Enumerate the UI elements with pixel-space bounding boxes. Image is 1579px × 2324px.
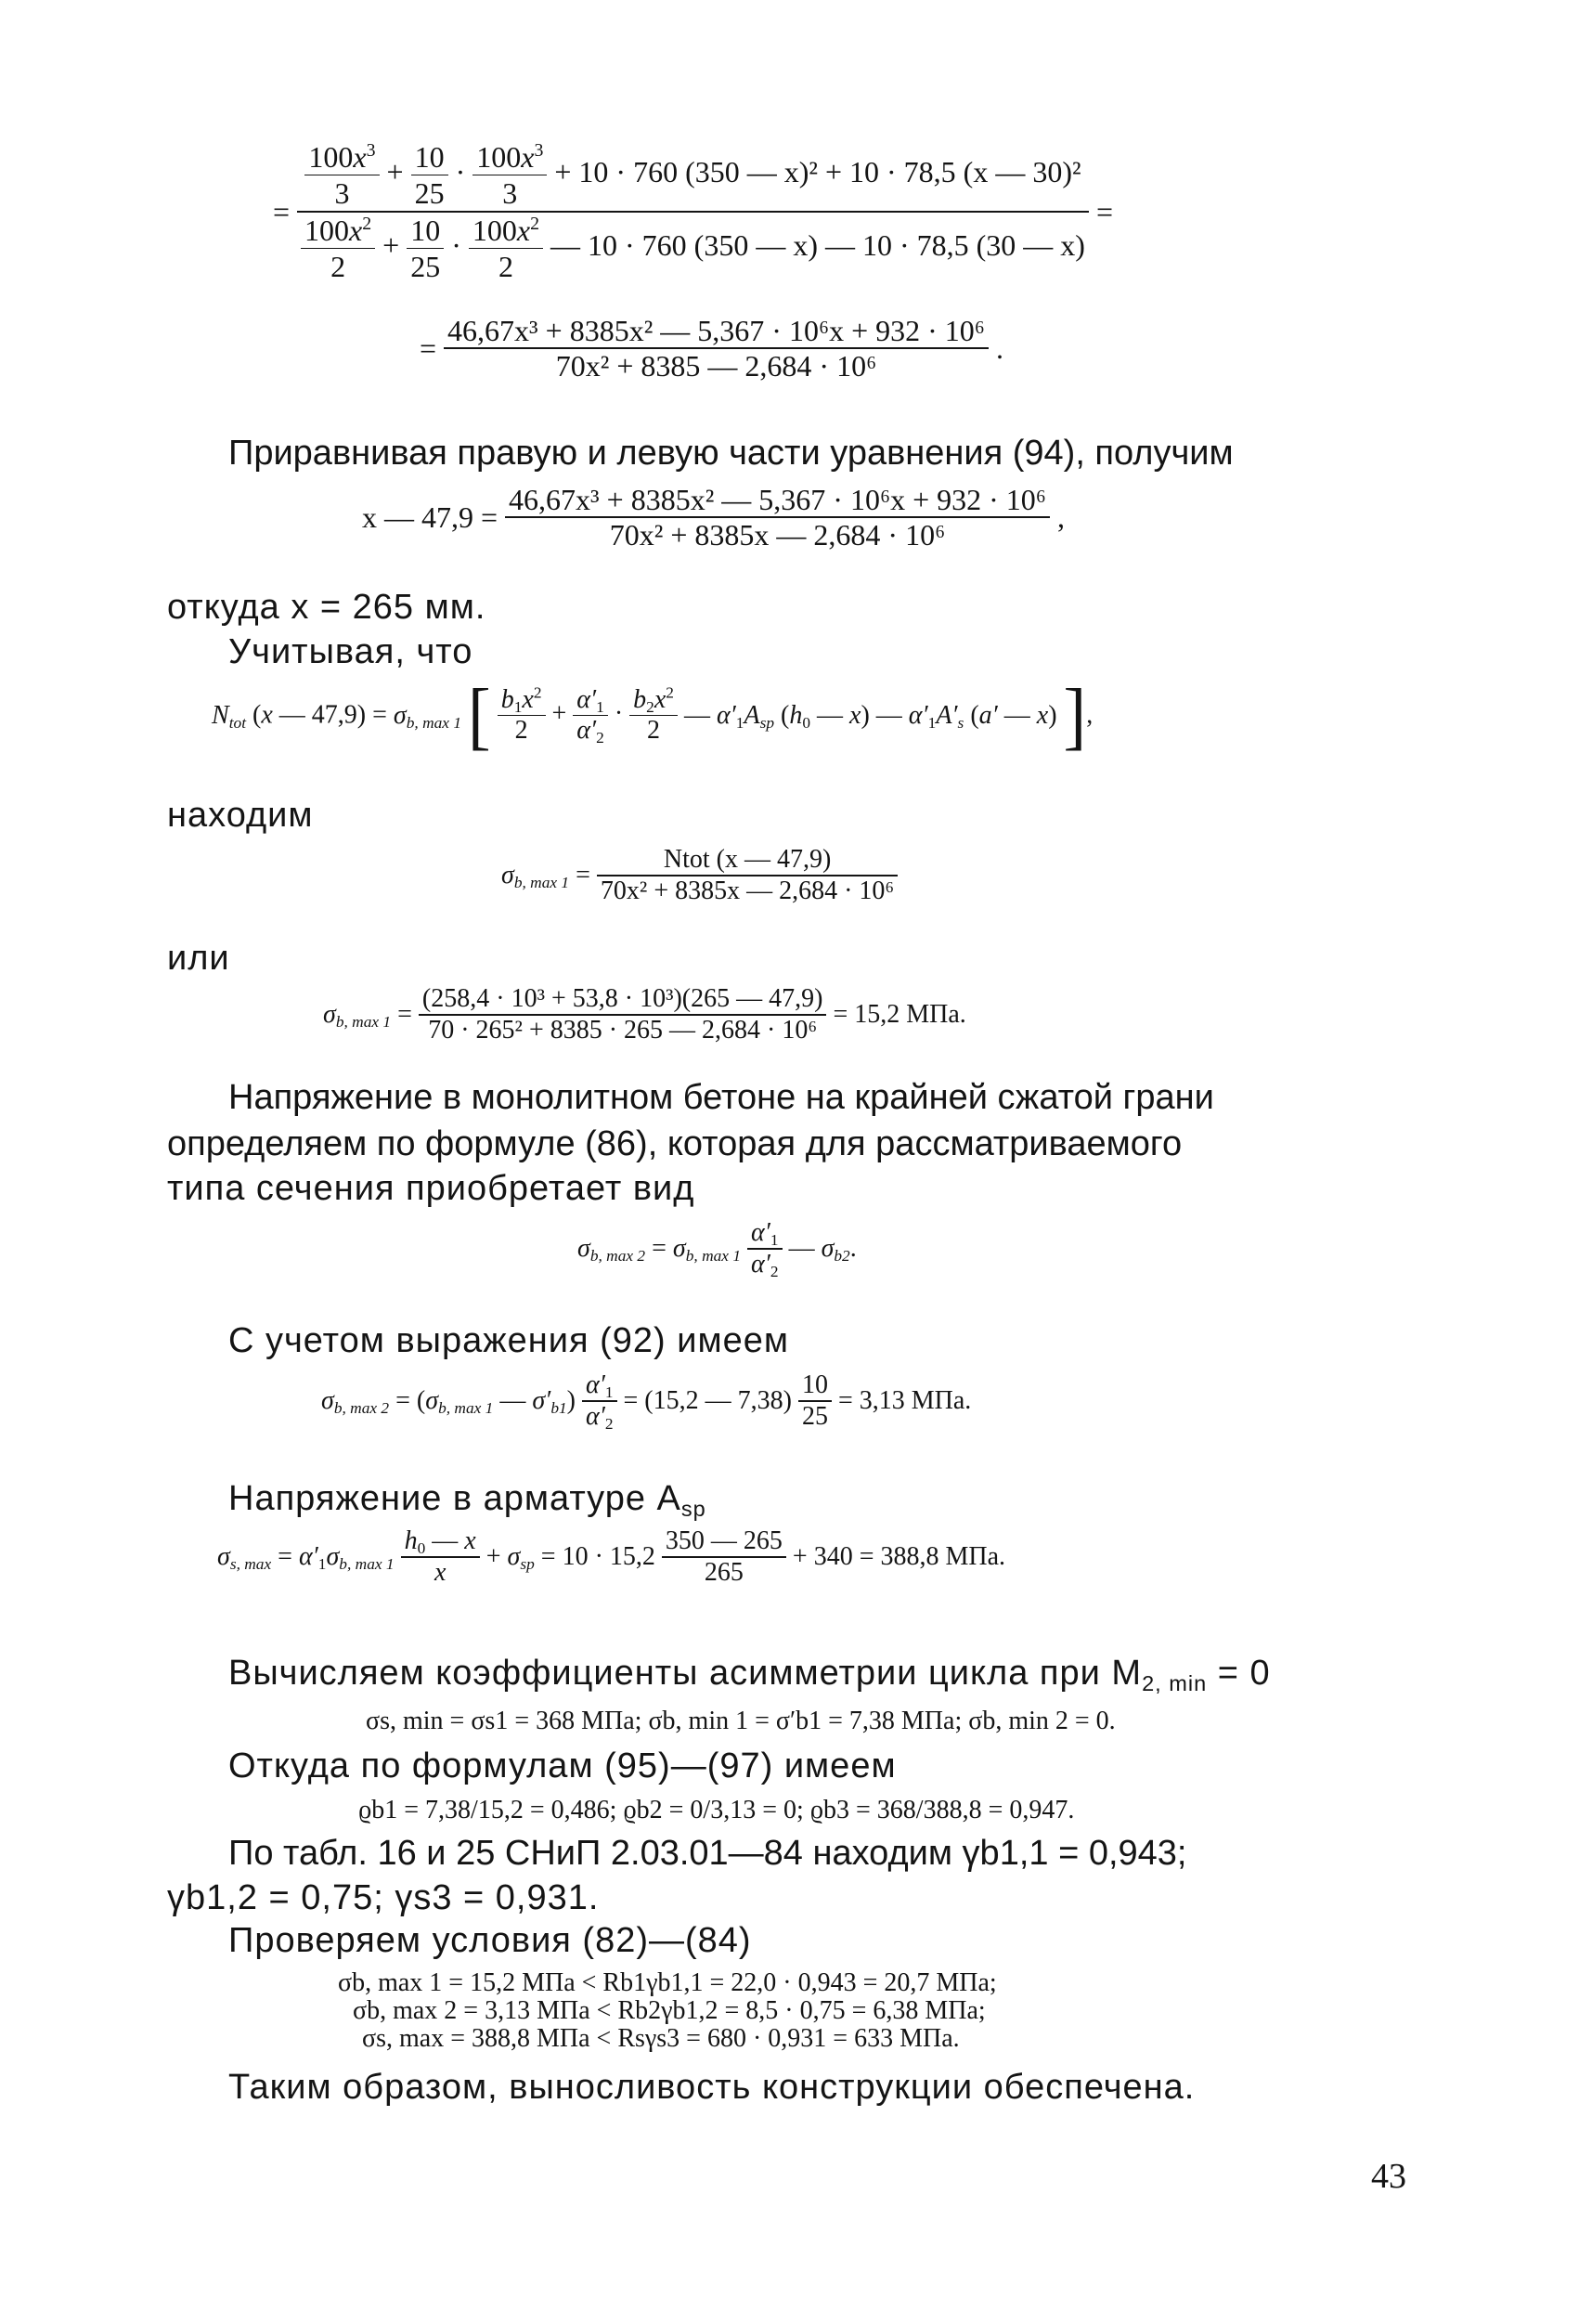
text-p9 bbox=[228, 1653, 1392, 1694]
formula-rhos: ϱb1 = 7,38/15,2 = 0,486; ϱb2 = 0/3,13 = 0; ϱb3 = 368/388,8 = 0,947. bbox=[358, 1796, 1075, 1824]
text-p4: находим bbox=[167, 796, 314, 835]
text-p9-sub: 2, min bbox=[1142, 1671, 1208, 1696]
text-p5: или bbox=[167, 939, 230, 978]
text-p8 bbox=[228, 1478, 706, 1522]
calc-den: 70 · 265² + 8385 · 265 — 2,684 · 10⁶ bbox=[428, 1016, 818, 1045]
formula-sigma-max1: $\sigma_{b, max 1}$ = $\frac{\text{Ntot (x — 47,9)}}{\text{70x² + 8385x — 2,684 · 10⁶}}$ bbox=[501, 845, 898, 906]
text-p7: С учетом выражения (92) имеем bbox=[228, 1321, 790, 1360]
smax-tail: + 340 = 388,8 МПа. bbox=[792, 1542, 1006, 1571]
formula-top: = $\frac{100x^3}{3}$ + $\frac{10}{25}$ · $\frac{100x^3}{3}$ + 10 · 760 (350 — x)² + 10 · 78,5 (x — 30)² $\frac{100x^2}{2}$ + $\frac{10}{25}$ · $\frac{100x^2}{2}$ — 10 · 760 (350 — x) — 10 · 78,5 (30 — x) = bbox=[273, 140, 1113, 283]
text-p6b: определяем по формуле (86), которая для рассматриваемого bbox=[167, 1124, 1183, 1163]
text-p8-sub: sp bbox=[680, 1497, 706, 1522]
paragraph-line bbox=[228, 1833, 1392, 1874]
formula-sigma-smax: $\sigma_{s, max} = \alpha'_1\sigma_{b, max 1}$ $\frac{h_0 — x}{x}$ + $\sigma_{sp} = 10 \cdot 15,2$ $\frac{350 — 265}{265}$ + 340 = 388,8 МПа. bbox=[217, 1526, 1006, 1587]
page-number: 43 bbox=[1371, 2157, 1406, 2196]
text-p6c: типа сечения приобретает вид bbox=[167, 1169, 695, 1208]
paragraph-line bbox=[167, 1123, 1392, 1164]
paragraph-line bbox=[228, 1077, 1392, 1118]
max2-result: = (15,2 — 7,38) bbox=[623, 1386, 792, 1415]
max2-tail: = 3,13 МПа. bbox=[837, 1386, 972, 1415]
text-p8-main: Напряжение в арматуре A bbox=[228, 1479, 681, 1518]
text-p6a: Напряжение в монолитном бетоне на крайней сжатой грани bbox=[228, 1078, 1214, 1117]
text-p9-tail: = 0 bbox=[1207, 1654, 1271, 1693]
sigma-den: 70x² + 8385x — 2,684 · 10⁶ bbox=[600, 876, 895, 905]
text-p2: откуда x = 265 мм. bbox=[167, 588, 486, 627]
formula-top-fraction: $\frac{100x^3}{3}$ + $\frac{10}{25}$ · $\frac{100x^3}{3}$ + 10 · 760 (350 — x)² + 10 · 78,5 (x — 30)² $\frac{100x^2}{2}$ + $\frac{10}{25}$ · $\frac{100x^2}{2}$ — 10 · 760 (350 — x) — 10 · 78,5 (30 — x) bbox=[297, 139, 1089, 284]
calc-result: = 15,2 МПа. bbox=[833, 1000, 966, 1029]
formula-top-den-tail: — 10 · 760 (350 — x) — 10 · 78,5 (30 — x) bbox=[550, 227, 1085, 262]
text-p10: Откуда по формулам (95)—(97) имеем bbox=[228, 1746, 897, 1785]
text-p13: Таким образом, выносливость конструкции обеспечена. bbox=[228, 2068, 1196, 2107]
formula-max2-value: $\sigma_{b, max 2} = (\sigma_{b, max 1}$ — $\sigma'_{b1}$) $\frac{\alpha'_1}{\alpha'_2}$ = (15,2 — 7,38) $\frac{10}{25}$ = 3,13 МПа. bbox=[321, 1370, 972, 1434]
sigma-num: Ntot (x — 47,9) bbox=[597, 845, 898, 876]
formula-result-den: 70x² + 8385 — 2,684 · 10⁶ bbox=[555, 349, 877, 383]
formula-mins: σs, min = σs1 = 368 МПа; σb, min 1 = σ′b1 = 7,38 МПа; σb, min 2 = 0. bbox=[366, 1707, 1116, 1735]
formula-ntot: $N_{tot}$ (x — $47,9) = \sigma_{b, max 1}$ [ $\frac{b_1x^2}{2}$ + $\frac{\alpha'_1}{\alpha'_2}$ · $\frac{b_2x^2}{2}$ — $\alpha'_1A_{sp}$ ($h_0$ — x) — $\alpha'_1A'_s$ (a′ — x) ], bbox=[212, 673, 1094, 758]
paragraph-line bbox=[228, 433, 1392, 474]
formula-calc: $\sigma_{b, max 1}$ = $\frac{\text{(258,4 · 10³ + 53,8 · 10³)(265 — 47,9)}}{\text{70 · 265² + 8385 · 265 — 2,684 · 10⁶}}$ = 15,2 МПа. bbox=[323, 984, 966, 1045]
formula-check3: σs, max = 388,8 МПа < Rsγs3 = 680 · 0,931 = 633 МПа. bbox=[362, 2024, 960, 2053]
text-p11b: γb1,2 = 0,75; γs3 = 0,931. bbox=[167, 1878, 600, 1917]
text-p12: Проверяем условия (82)—(84) bbox=[228, 1921, 752, 1960]
text-p1: Приравнивая правую и левую части уравнения (94), получим bbox=[228, 434, 1234, 473]
formula-result: = $\frac{\text{46,67x³ + 8385x² — 5,367 · 10⁶x + 932 · 10⁶}}{\text{70x² + 8385 — 2,684 · 10⁶}}$ . bbox=[420, 314, 1003, 383]
eq94-num: 46,67x³ + 8385x² — 5,367 · 10⁶x + 932 · 10⁶ bbox=[505, 483, 1050, 518]
formula-top-num-tail: + 10 · 760 (350 — x)² + 10 · 78,5 (x — 30)² bbox=[554, 154, 1081, 188]
eq94-den: 70x² + 8385x — 2,684 · 10⁶ bbox=[609, 518, 946, 552]
eq94-left: x — 47,9 = bbox=[362, 500, 498, 534]
formula-result-num: 46,67x³ + 8385x² — 5,367 · 10⁶x + 932 · 10⁶ bbox=[444, 314, 989, 349]
formula-check2: σb, max 2 = 3,13 МПа < Rb2γb1,2 = 8,5 · 0,75 = 6,38 МПа; bbox=[353, 1996, 986, 2025]
formula-sigma-max2: $\sigma_{b, max 2} = \sigma_{b, max 1}$ $\frac{\alpha'_1}{\alpha'_2}$ — $\sigma_{b2}$. bbox=[577, 1218, 857, 1281]
text-p9-main: Вычисляем коэффициенты асимметрии цикла при M bbox=[228, 1654, 1143, 1693]
text-p11a: По табл. 16 и 25 СНиП 2.03.01—84 находим γb1,1 = 0,943; bbox=[228, 1834, 1187, 1873]
formula-eq94: x — 47,9 = $\frac{\text{46,67x³ + 8385x² — 5,367 · 10⁶x + 932 · 10⁶}}{\text{70x² + 8385x — 2,684 · 10⁶}}$ , bbox=[362, 483, 1065, 552]
calc-num: (258,4 · 10³ + 53,8 · 10³)(265 — 47,9) bbox=[419, 984, 827, 1016]
formula-check1: σb, max 1 = 15,2 МПа < Rb1γb1,1 = 22,0 · 0,943 = 20,7 МПа; bbox=[338, 1968, 997, 1997]
text-p3: Учитывая, что bbox=[228, 632, 473, 671]
